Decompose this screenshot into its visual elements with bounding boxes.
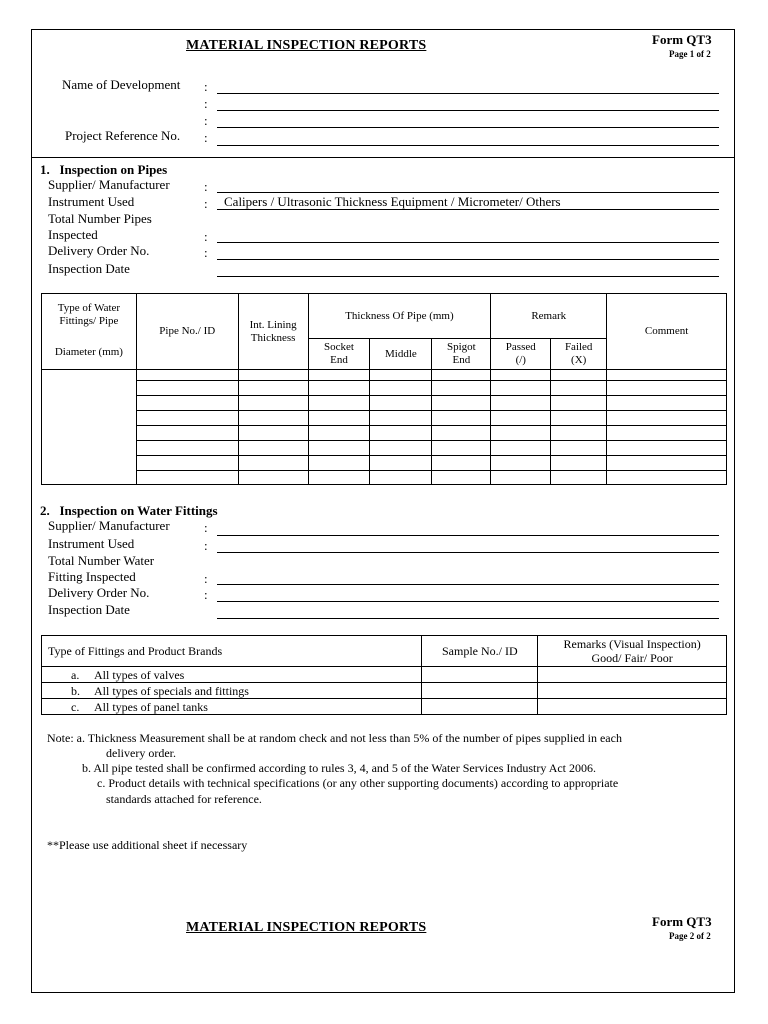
pipe-table-row xyxy=(42,381,727,396)
colon: : xyxy=(204,113,208,128)
col-lining-header xyxy=(238,294,308,370)
pipe-table-cell[interactable] xyxy=(432,370,491,381)
col-lining-line-2: Thickness xyxy=(250,331,296,344)
pipe-table-cell[interactable] xyxy=(42,370,137,485)
fittings-table-row xyxy=(42,667,727,683)
s2-supplier-label: Supplier/ Manufacturer xyxy=(48,518,170,533)
sub-spigot-line-1: Spigot xyxy=(446,341,476,353)
s1-date-label: Inspection Date xyxy=(48,261,130,276)
pipe-table-cell[interactable] xyxy=(432,456,491,471)
sub-spigot-end xyxy=(432,339,491,370)
pipe-table-cell[interactable] xyxy=(238,441,308,456)
pipe-table-cell[interactable] xyxy=(136,456,238,471)
colon: : xyxy=(204,179,208,194)
s1-total-label-2: Inspected xyxy=(48,227,98,242)
sub-socket-line-2: End xyxy=(330,354,348,366)
fittings-table-row xyxy=(42,683,727,699)
pipe-table-cell[interactable] xyxy=(607,396,727,411)
fittings-row-marker: c. xyxy=(71,699,80,714)
colon: : xyxy=(204,79,208,94)
name-of-development-field-3[interactable] xyxy=(217,127,719,128)
s2-supplier-field[interactable] xyxy=(217,535,719,536)
page-number-page-2: Page 2 of 2 xyxy=(669,931,711,941)
colon: : xyxy=(204,130,208,145)
fittings-type-header: Type of Fittings and Product Brands xyxy=(42,636,422,667)
pipe-table-cell[interactable] xyxy=(136,370,238,381)
pipe-table-body xyxy=(42,370,727,485)
page-number: Page 1 of 2 xyxy=(669,49,711,59)
pipe-table-cell[interactable] xyxy=(607,381,727,396)
s1-delivery-field[interactable] xyxy=(217,259,719,260)
pipe-table-cell[interactable] xyxy=(308,396,370,411)
s1-delivery-label: Delivery Order No. xyxy=(48,243,150,258)
sub-socket-end xyxy=(308,339,370,370)
s1-instrument-value: Calipers / Ultrasonic Thickness Equipment / Micrometer/ Others xyxy=(224,194,561,209)
fittings-row-text: All types of valves xyxy=(94,667,185,682)
pipe-table-row xyxy=(42,426,727,441)
sub-failed xyxy=(551,339,607,370)
colon: : xyxy=(204,245,208,260)
pipe-table-cell[interactable] xyxy=(491,381,551,396)
col-type-line-3: Diameter (mm) xyxy=(54,346,123,358)
fittings-row-marker: b. xyxy=(71,683,80,698)
pipe-table-cell[interactable] xyxy=(370,441,432,456)
additional-sheet-note: **Please use additional sheet if necessary xyxy=(47,838,248,852)
pipe-table-row xyxy=(42,471,727,485)
section-divider xyxy=(31,157,735,158)
col-lining-line-1: Int. Lining xyxy=(249,318,297,331)
fittings-sample-cell[interactable] xyxy=(422,667,538,683)
pipe-table-cell[interactable] xyxy=(432,396,491,411)
pipe-table-cell[interactable] xyxy=(551,456,607,471)
fittings-table-row xyxy=(42,699,727,715)
note-a-cont: delivery order. xyxy=(106,746,176,760)
s2-total-label-1: Total Number Water xyxy=(48,553,155,568)
colon: : xyxy=(204,571,208,586)
name-of-development-field[interactable] xyxy=(217,93,719,94)
colon: : xyxy=(204,520,208,535)
pipe-table-cell[interactable] xyxy=(136,441,238,456)
pipe-table-cell[interactable] xyxy=(432,426,491,441)
col-remark-header: Remark xyxy=(491,294,607,339)
project-reference-label: Project Reference No. xyxy=(65,128,181,143)
pipe-table-cell[interactable] xyxy=(238,370,308,381)
pipe-table-cell[interactable] xyxy=(308,426,370,441)
pipe-table-cell[interactable] xyxy=(136,381,238,396)
pipe-table-cell[interactable] xyxy=(370,370,432,381)
fittings-remarks-header xyxy=(538,636,727,667)
pipe-table-cell[interactable] xyxy=(432,411,491,426)
fittings-type-cell xyxy=(42,699,422,715)
project-reference-field[interactable] xyxy=(217,145,719,146)
name-of-development-field-2[interactable] xyxy=(217,110,719,111)
form-title-page-2: MATERIAL INSPECTION REPORTS xyxy=(186,920,427,935)
pipe-table-cell[interactable] xyxy=(370,426,432,441)
fittings-row-marker: a. xyxy=(71,667,80,682)
pipe-table-cell[interactable] xyxy=(551,426,607,441)
sub-failed-line-2: (X) xyxy=(571,354,587,366)
pipe-table-cell[interactable] xyxy=(491,426,551,441)
colon: : xyxy=(204,196,208,211)
fittings-sample-header: Sample No./ ID xyxy=(422,636,538,667)
s1-instrument-field[interactable] xyxy=(217,209,719,210)
pipe-table-cell[interactable] xyxy=(370,396,432,411)
fittings-type-cell xyxy=(42,667,422,683)
note-a: Note: a. Thickness Measurement shall be at random check and not less than 5% of the number of pipes supplied in each xyxy=(47,731,622,745)
colon: : xyxy=(204,587,208,602)
pipe-table-cell[interactable] xyxy=(491,411,551,426)
pipe-table-row xyxy=(42,441,727,456)
pipe-table-cell[interactable] xyxy=(308,381,370,396)
pipe-table-row xyxy=(42,411,727,426)
pipe-table-cell[interactable] xyxy=(370,456,432,471)
pipe-inspection-table xyxy=(41,293,727,485)
pipe-table-cell[interactable] xyxy=(308,441,370,456)
pipe-table-cell[interactable] xyxy=(607,456,727,471)
s2-total-label-2: Fitting Inspected xyxy=(48,569,136,584)
fittings-inspection-table xyxy=(41,635,727,715)
sub-passed xyxy=(491,339,551,370)
sub-passed-line-1: Passed xyxy=(505,341,536,353)
pipe-table-cell[interactable] xyxy=(491,396,551,411)
colon: : xyxy=(204,538,208,553)
fittings-sample-cell[interactable] xyxy=(422,683,538,699)
form-number: Form QT3 xyxy=(652,32,712,47)
pipe-table-cell[interactable] xyxy=(551,441,607,456)
pipe-table-cell[interactable] xyxy=(238,381,308,396)
sub-failed-line-1: Failed xyxy=(564,341,593,353)
sub-spigot-line-2: End xyxy=(452,354,471,366)
pipe-table-cell[interactable] xyxy=(370,381,432,396)
s1-instrument-label: Instrument Used xyxy=(48,194,135,209)
s1-supplier-field[interactable] xyxy=(217,192,719,193)
s2-instrument-label: Instrument Used xyxy=(48,536,135,551)
fittings-row-text: All types of specials and fittings xyxy=(94,683,249,698)
fittings-remarks-line-1: Remarks (Visual Inspection) xyxy=(563,637,701,651)
s1-date-field[interactable] xyxy=(217,276,719,277)
col-type-line-1: Type of Water xyxy=(57,302,121,314)
pipe-table-cell[interactable] xyxy=(432,381,491,396)
fittings-remarks-cell[interactable] xyxy=(538,699,727,715)
pipe-table-cell[interactable] xyxy=(607,471,727,485)
pipe-table-cell[interactable] xyxy=(551,381,607,396)
pipe-table-cell[interactable] xyxy=(308,471,370,485)
s2-delivery-label: Delivery Order No. xyxy=(48,585,150,600)
pipe-table-cell[interactable] xyxy=(551,396,607,411)
s2-date-field[interactable] xyxy=(217,618,719,619)
pipe-table-cell[interactable] xyxy=(238,411,308,426)
pipe-table-cell[interactable] xyxy=(491,441,551,456)
pipe-table-cell[interactable] xyxy=(491,456,551,471)
col-pipe-no-header: Pipe No./ ID xyxy=(136,294,238,370)
form-title: MATERIAL INSPECTION REPORTS xyxy=(186,38,427,53)
fittings-type-cell xyxy=(42,683,422,699)
pipe-table-cell[interactable] xyxy=(238,426,308,441)
pipe-table-cell[interactable] xyxy=(136,426,238,441)
pipe-table-cell[interactable] xyxy=(238,456,308,471)
pipe-table-cell[interactable] xyxy=(136,471,238,485)
s1-total-field[interactable] xyxy=(217,242,719,243)
pipe-table-cell[interactable] xyxy=(432,441,491,456)
pipe-table-cell[interactable] xyxy=(370,411,432,426)
s1-supplier-label: Supplier/ Manufacturer xyxy=(48,177,170,192)
fittings-remarks-cell[interactable] xyxy=(538,667,727,683)
pipe-table-cell[interactable] xyxy=(308,370,370,381)
s2-total-field[interactable] xyxy=(217,584,719,585)
pipe-table-cell[interactable] xyxy=(551,370,607,381)
colon: : xyxy=(204,229,208,244)
s2-date-label: Inspection Date xyxy=(48,602,130,617)
pipe-table-cell[interactable] xyxy=(551,471,607,485)
s2-instrument-field[interactable] xyxy=(217,552,719,553)
s1-total-label-1: Total Number Pipes xyxy=(48,211,152,226)
sub-socket-line-1: Socket xyxy=(324,341,354,353)
section-1-heading: 1. Inspection on Pipes xyxy=(40,162,168,177)
col-type-header xyxy=(42,294,137,370)
note-b: b. All pipe tested shall be confirmed according to rules 3, 4, and 5 of the Water Services Industry Act 2006. xyxy=(82,761,597,775)
name-of-development-label: Name of Development xyxy=(62,77,181,92)
pipe-table-cell[interactable] xyxy=(308,456,370,471)
col-thickness-header: Thickness Of Pipe (mm) xyxy=(308,294,491,339)
pipe-table-cell[interactable] xyxy=(370,471,432,485)
note-c: c. Product details with technical specifications (or any other supporting documents) according to appropriate xyxy=(97,776,619,790)
pipe-table-cell[interactable] xyxy=(432,471,491,485)
col-comment-header: Comment xyxy=(607,294,727,370)
pipe-table-cell[interactable] xyxy=(238,396,308,411)
fittings-table-body xyxy=(42,667,727,715)
section-2-heading: 2. Inspection on Water Fittings xyxy=(40,503,218,518)
pipe-table-cell[interactable] xyxy=(607,411,727,426)
col-type-line-2: Fittings/ Pipe xyxy=(59,315,119,327)
fittings-row-text: All types of panel tanks xyxy=(94,699,208,714)
sub-middle: Middle xyxy=(370,339,432,370)
pipe-table-cell[interactable] xyxy=(238,471,308,485)
form-number-page-2: Form QT3 xyxy=(652,914,712,929)
pipe-table-cell[interactable] xyxy=(136,396,238,411)
note-c-cont: standards attached for reference. xyxy=(106,792,262,806)
colon: : xyxy=(204,96,208,111)
pipe-table-cell[interactable] xyxy=(607,441,727,456)
pipe-table-cell[interactable] xyxy=(551,411,607,426)
fittings-sample-cell[interactable] xyxy=(422,699,538,715)
pipe-table-row xyxy=(42,396,727,411)
s2-delivery-field[interactable] xyxy=(217,601,719,602)
pipe-table-cell[interactable] xyxy=(491,370,551,381)
pipe-table-cell[interactable] xyxy=(136,411,238,426)
fittings-remarks-line-2: Good/ Fair/ Poor xyxy=(591,651,673,665)
sub-passed-line-2: (/) xyxy=(515,354,526,366)
pipe-table-row xyxy=(42,456,727,471)
pipe-table-row xyxy=(42,370,727,381)
pipe-table-cell[interactable] xyxy=(491,471,551,485)
fittings-remarks-cell[interactable] xyxy=(538,683,727,699)
pipe-table-cell[interactable] xyxy=(607,370,727,381)
pipe-table-cell[interactable] xyxy=(308,411,370,426)
pipe-table-cell[interactable] xyxy=(607,426,727,441)
